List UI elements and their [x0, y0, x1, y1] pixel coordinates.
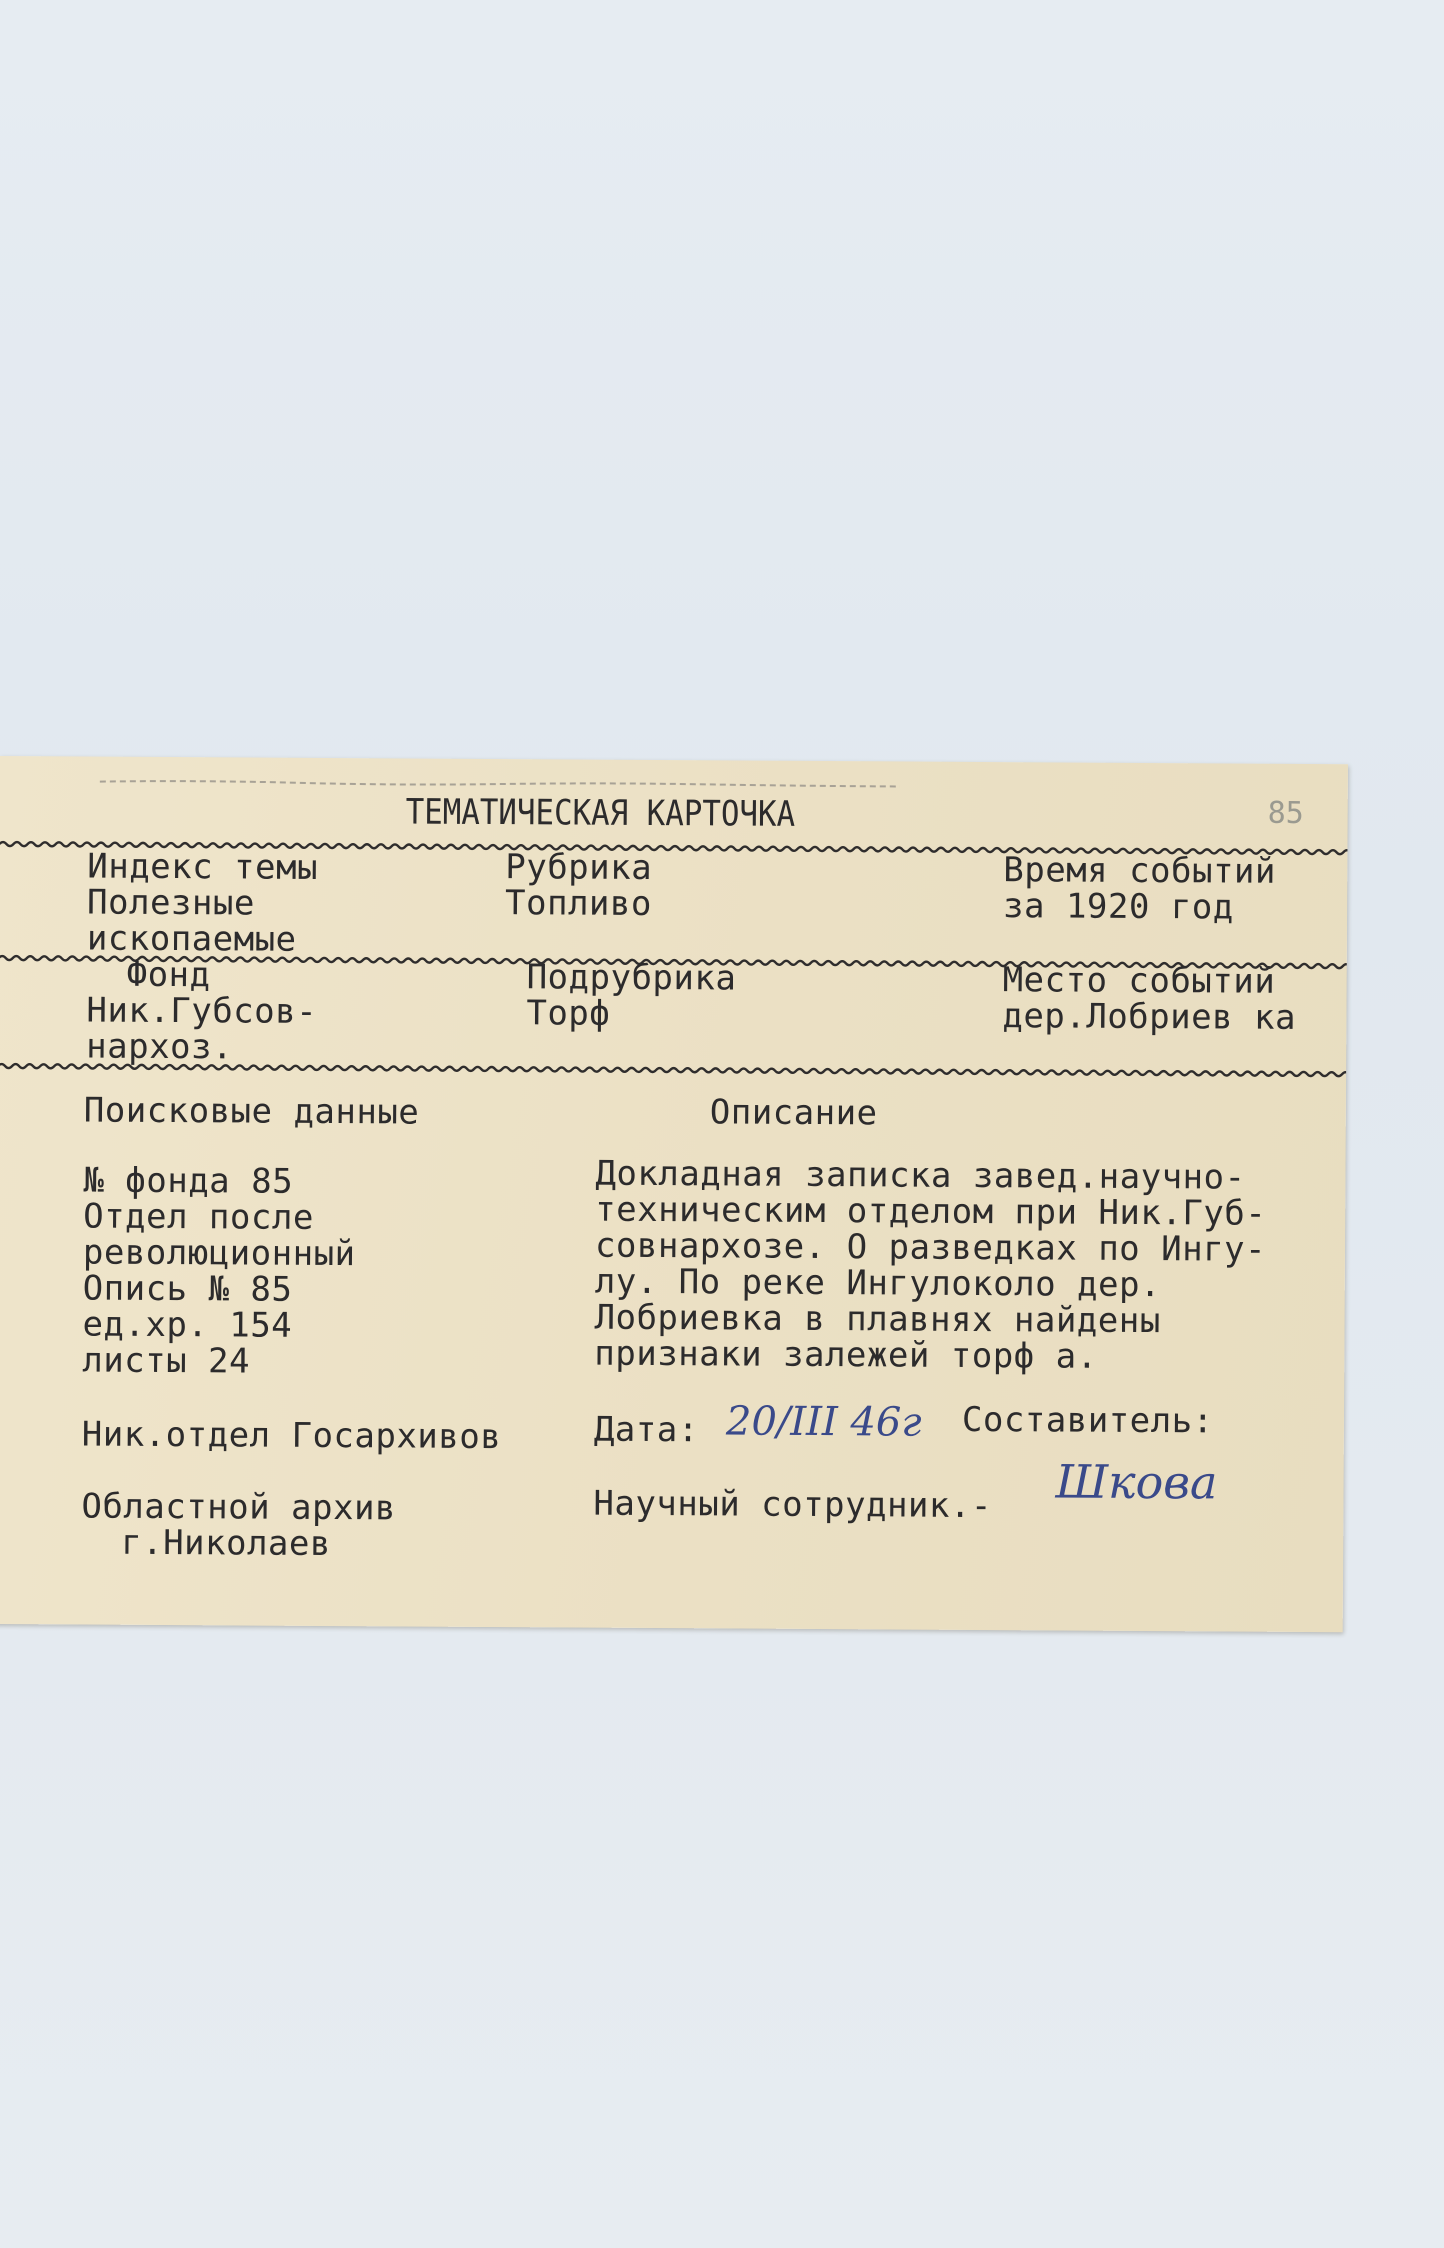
- staff-label: Научный сотрудник.-: [593, 1483, 992, 1527]
- archive-line-1: Областной архив: [81, 1486, 397, 1529]
- place-value: дер.Лобриев ка: [1002, 996, 1297, 1038]
- search-line: революционный: [82, 1232, 356, 1275]
- description-line: Докладная записка завед.научно-: [595, 1153, 1246, 1198]
- compiler-label: Составитель:: [961, 1399, 1214, 1442]
- compiler-signature: Шкова: [1055, 1454, 1218, 1510]
- index-label: Индекс темы: [87, 846, 319, 888]
- time-value: за 1920 год: [1002, 886, 1234, 928]
- index-value-line-2: ископаемые: [86, 918, 297, 960]
- date-label: Дата:: [593, 1409, 699, 1451]
- fond-value-line-1: Ник.Губсов-: [86, 990, 318, 1032]
- fond-label: Фонд: [126, 954, 211, 996]
- search-line: Опись № 85: [82, 1268, 293, 1310]
- page-number: 85: [1267, 795, 1304, 831]
- place-label: Место событий: [1002, 960, 1276, 1002]
- description-heading: Описание: [709, 1092, 878, 1134]
- top-strike-line: [0, 776, 1348, 794]
- rubric-value: Топливо: [504, 883, 653, 924]
- divider-wave-3: [0, 1060, 1346, 1080]
- rubric-label: Рубрика: [505, 847, 653, 888]
- fond-value-line-2: нархоз.: [86, 1026, 234, 1068]
- description-line: техническим отделом при Ник.Губ-: [595, 1189, 1267, 1234]
- search-line: Отдел после: [83, 1196, 314, 1238]
- card-title: ТЕМАТИЧЕСКАЯ КАРТОЧКА: [405, 792, 796, 835]
- department-line: Ник.отдел Госархивов: [81, 1414, 502, 1458]
- search-line: ед.хр. 154: [82, 1304, 293, 1346]
- description-line: лу. По реке Ингулоколо дер.: [594, 1261, 1162, 1306]
- search-heading: Поисковые данные: [83, 1090, 420, 1133]
- description-line: Лобриевка в плавнях найдены: [594, 1297, 1161, 1342]
- archive-line-2: г.Николаев: [121, 1522, 332, 1565]
- search-line: № фонда 85: [83, 1160, 294, 1202]
- search-line: листы 24: [82, 1340, 251, 1382]
- time-label: Время событий: [1003, 850, 1277, 892]
- subrubric-label: Подрубрика: [526, 957, 737, 999]
- thematic-card: [0, 756, 1348, 1632]
- date-handwritten: 20/III 46г: [725, 1398, 922, 1446]
- description-line: совнархозе. О разведках по Ингу-: [594, 1225, 1267, 1270]
- subrubric-value: Торф: [526, 993, 611, 1034]
- description-line: признаки залежей торф а.: [594, 1333, 1098, 1377]
- index-value-line-1: Полезные: [86, 882, 255, 924]
